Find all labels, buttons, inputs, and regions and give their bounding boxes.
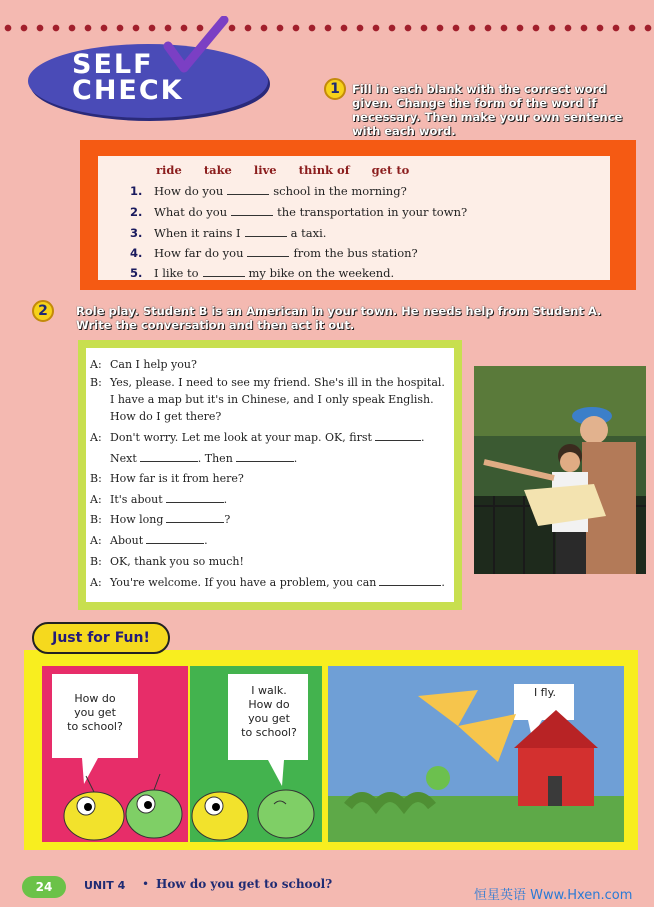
answer-blank[interactable] — [236, 452, 294, 462]
answer-blank[interactable] — [375, 431, 421, 441]
speech-bubble-1: How do you get to school? — [67, 692, 123, 733]
answer-blank[interactable] — [379, 576, 441, 586]
answer-blank[interactable] — [227, 185, 269, 195]
answer-blank[interactable] — [166, 513, 224, 523]
dialogue-line: I have a map but it's in Chinese, and I only speak English. — [110, 393, 434, 406]
decorative-dot-border — [0, 22, 654, 34]
exercise-1-instruction: Fill in each blank with the correct word given. Change the form of the word if necessary. Then make your own sentence with each word. — [352, 82, 623, 138]
dialogue-line: A: It's about . — [90, 493, 228, 506]
exercise-1-sentence: 4. How far do you from the bus station? — [130, 246, 418, 260]
photo-illustration — [474, 366, 646, 574]
checkmark-icon — [162, 16, 232, 86]
exercise-2-number: 2 — [32, 300, 54, 322]
unit-label: UNIT 4 — [84, 879, 126, 892]
word-bank-item: ride — [156, 163, 182, 177]
dialogue-line: A: Can I help you? — [90, 358, 197, 371]
word-bank-item: live — [253, 163, 277, 177]
word-bank — [156, 163, 427, 177]
dialogue-line: Next . Then . — [110, 452, 298, 465]
dialogue-line: A: You're welcome. If you have a problem, you can . — [90, 576, 445, 589]
footer-bullet: • — [142, 877, 150, 891]
answer-blank[interactable] — [247, 247, 289, 257]
answer-blank[interactable] — [140, 452, 198, 462]
word-bank-item: take — [203, 163, 232, 177]
speech-bubble-3: I fly. — [533, 686, 557, 699]
dialogue-line: A: Don't worry. Let me look at your map. OK, first . — [90, 431, 425, 444]
comic-panel-3 — [328, 666, 624, 842]
word-bank-item: get to — [371, 163, 410, 177]
speech-bubble-2: I walk. How do you get to school? — [241, 684, 297, 739]
dialogue-line: B: OK, thank you so much! — [90, 555, 244, 568]
answer-blank[interactable] — [146, 534, 204, 544]
page-number: 24 — [22, 876, 66, 898]
answer-blank[interactable] — [231, 206, 273, 216]
title-line-self: SELF — [72, 49, 154, 80]
dialogue-line: B: How long ? — [90, 513, 231, 526]
exercise-1-sentence: 3. When it rains I a taxi. — [130, 226, 327, 240]
dialogue-line: A: About . — [90, 534, 208, 547]
exercise-1-number: 1 — [324, 78, 346, 100]
word-bank-item: think of — [298, 163, 350, 177]
dialogue-line: B: How far is it from here? — [90, 472, 244, 485]
just-for-fun-label: Just for Fun! — [32, 622, 170, 654]
answer-blank[interactable] — [166, 493, 224, 503]
title-line-check: CHECK — [72, 75, 184, 106]
butterfly-and-school-icon — [328, 666, 624, 842]
comic-panel-2 — [190, 666, 322, 842]
exercise-1-sentence: 2. What do you the transportation in your town? — [130, 205, 468, 219]
dialogue-line: How do I get there? — [110, 410, 222, 423]
answer-blank[interactable] — [203, 267, 245, 277]
exercise-2-instruction: Role play. Student B is an American in your town. He needs help from Student A. Write the conversation and then act it out. — [76, 304, 602, 332]
answer-blank[interactable] — [245, 227, 287, 237]
unit-title: How do you get to school? — [156, 877, 333, 891]
dialogue-line: B: Yes, please. I need to see my friend. She's ill in the hospital. — [90, 376, 445, 389]
exercise-1-sentence: 1. How do you school in the morning? — [130, 184, 407, 198]
comic-panel-1 — [42, 666, 188, 842]
watermark: 恒星英语 Www.Hxen.com — [474, 888, 633, 903]
exercise-1-sentence: 5. I like to my bike on the weekend. — [130, 266, 395, 280]
photo-man-and-boy-with-map — [474, 366, 646, 574]
